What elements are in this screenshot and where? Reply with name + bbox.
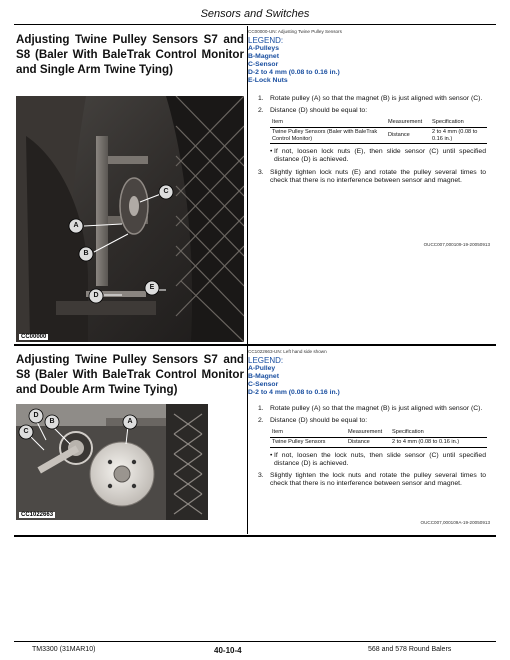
section-1-photo-id: CC00000 xyxy=(21,334,47,340)
legend-item: B-Magnet xyxy=(248,373,279,380)
col-measurement: Measurement xyxy=(346,429,390,437)
legend-item: E-Lock Nuts xyxy=(248,77,288,84)
step-1 xyxy=(258,405,486,413)
callout-d-label: D xyxy=(33,412,39,419)
step-3 xyxy=(258,472,486,488)
col-item: Item xyxy=(270,429,346,437)
section-1-photo xyxy=(16,96,244,342)
callout-c-label: C xyxy=(23,428,29,435)
step-number: 2. xyxy=(258,107,264,115)
callout-overlay xyxy=(16,404,208,520)
legend-item: C-Sensor xyxy=(248,381,279,388)
spec-table-header xyxy=(270,119,487,127)
legend-item: D-2 to 4 mm (0.08 to 0.16 in.) xyxy=(248,69,340,76)
page-header: Sensors and Switches xyxy=(200,8,310,20)
step-2 xyxy=(258,107,486,115)
bullet-mark: • xyxy=(270,148,273,156)
section-2-right-column xyxy=(248,346,496,534)
table-row xyxy=(270,128,487,144)
section-2-steps xyxy=(258,405,486,492)
col-specification: Specification xyxy=(390,429,487,437)
section-1-right-column xyxy=(248,26,496,344)
section-1-figure-caption: CC00000-UN: Adjusting Twine Pulley Sensors xyxy=(248,29,342,34)
section-2-reference: OUCC007,000109A-19-20050913 xyxy=(420,520,490,525)
cell-measurement: Distance xyxy=(346,438,390,448)
spec-table xyxy=(270,119,487,144)
footer-page-number: 40-10-4 xyxy=(214,646,242,655)
section-double-arm xyxy=(14,346,496,534)
section-divider xyxy=(14,535,496,537)
section-1-left-column xyxy=(14,26,247,344)
step-text: Slightly tighten the lock nuts and rotate the pulley several times to check that there is no interference between sensor and magnet. xyxy=(270,472,486,488)
legend-title: LEGEND: xyxy=(248,356,284,365)
step-3 xyxy=(258,169,486,185)
callout-b-label: B xyxy=(83,250,89,257)
step-text: Slightly tighten lock nuts (E) and rotate the pulley several times to check that there is no interference between sensor and magnet. xyxy=(270,168,486,184)
header-divider xyxy=(14,24,496,25)
cell-specification: 2 to 4 mm (0.08 to 0.16 in.) xyxy=(390,438,487,448)
step-number: 3. xyxy=(258,168,264,176)
legend-item: B-Magnet xyxy=(248,53,279,60)
bullet-text: If not, loosen the lock nuts, then slide sensor (C) until specified distance (D) is achieved. xyxy=(274,451,486,467)
section-single-arm xyxy=(14,26,496,344)
step-text: Distance (D) should be equal to: xyxy=(270,107,368,115)
section-2-left-column xyxy=(14,346,247,534)
callout-overlay xyxy=(16,96,244,342)
legend-title: LEGEND: xyxy=(248,36,284,45)
legend-item: A-Pulleys xyxy=(248,45,279,52)
table-row xyxy=(270,438,487,448)
step-text: Rotate pulley (A) so that the magnet (B) is just aligned with sensor (C). xyxy=(270,405,483,412)
step-1 xyxy=(258,95,486,103)
spec-table-header xyxy=(270,429,487,437)
legend-item: C-Sensor xyxy=(248,61,279,68)
section-1-legend xyxy=(248,37,340,85)
cell-specification: 2 to 4 mm (0.08 to 0.16 in.) xyxy=(430,128,487,144)
bullet-note xyxy=(258,452,486,468)
spec-table xyxy=(270,429,487,447)
step-text: Rotate pulley (A) so that the magnet (B) is just aligned with sensor (C). xyxy=(270,95,483,102)
callout-a-label: A xyxy=(127,418,133,425)
step-text: Distance (D) should be equal to: xyxy=(270,417,368,425)
section-2-figure-caption: CC1022663-UN: Left hand side shown xyxy=(248,349,327,354)
step-2 xyxy=(258,417,486,425)
legend-item: D-2 to 4 mm (0.08 to 0.16 in.) xyxy=(248,389,340,396)
cell-item: Twine Pulley Sensors (Baler with BaleTrak Control Monitor) xyxy=(270,128,386,144)
section-2-photo-id: CC1022663 xyxy=(21,512,54,518)
footer-product: 568 and 578 Round Balers xyxy=(368,646,452,653)
section-2-title: Adjusting Twine Pulley Sensors S7 and S8 (Baler With BaleTrak Control Monitor and Double Arm Twine Tying) xyxy=(16,353,244,396)
cell-measurement: Distance xyxy=(386,128,430,144)
footer-divider xyxy=(14,641,496,642)
bullet-note xyxy=(258,148,486,164)
step-number: 3. xyxy=(258,472,264,479)
callout-a-label: A xyxy=(73,222,79,229)
col-specification: Specification xyxy=(430,119,487,127)
callout-e-label: E xyxy=(149,284,155,291)
step-number: 1. xyxy=(258,95,264,102)
legend-item: A-Pulley xyxy=(248,365,276,372)
callout-b-label: B xyxy=(49,418,55,425)
col-item: Item xyxy=(270,119,386,127)
section-1-steps xyxy=(258,95,486,189)
step-number: 2. xyxy=(258,417,264,425)
step-number: 1. xyxy=(258,405,264,412)
section-1-title: Adjusting Twine Pulley Sensors S7 and S8 (Baler With BaleTrak Control Monitor and Single Arm Twine Tying) xyxy=(16,33,244,76)
section-1-reference: OUCC007,000109-19-20050913 xyxy=(423,242,490,247)
section-2-legend xyxy=(248,357,340,397)
cell-item: Twine Pulley Sensors xyxy=(270,438,346,448)
callout-d-label: D xyxy=(93,292,99,299)
bullet-text: If not, loosen lock nuts (E), then slide sensor (C) until specified distance (D) is achieved. xyxy=(274,148,486,164)
callout-c-label: C xyxy=(163,188,169,195)
bullet-mark: • xyxy=(270,451,273,459)
footer-manual-id: TM3300 (31MAR10) xyxy=(32,646,96,653)
section-2-photo xyxy=(16,404,208,520)
col-measurement: Measurement xyxy=(386,119,430,127)
